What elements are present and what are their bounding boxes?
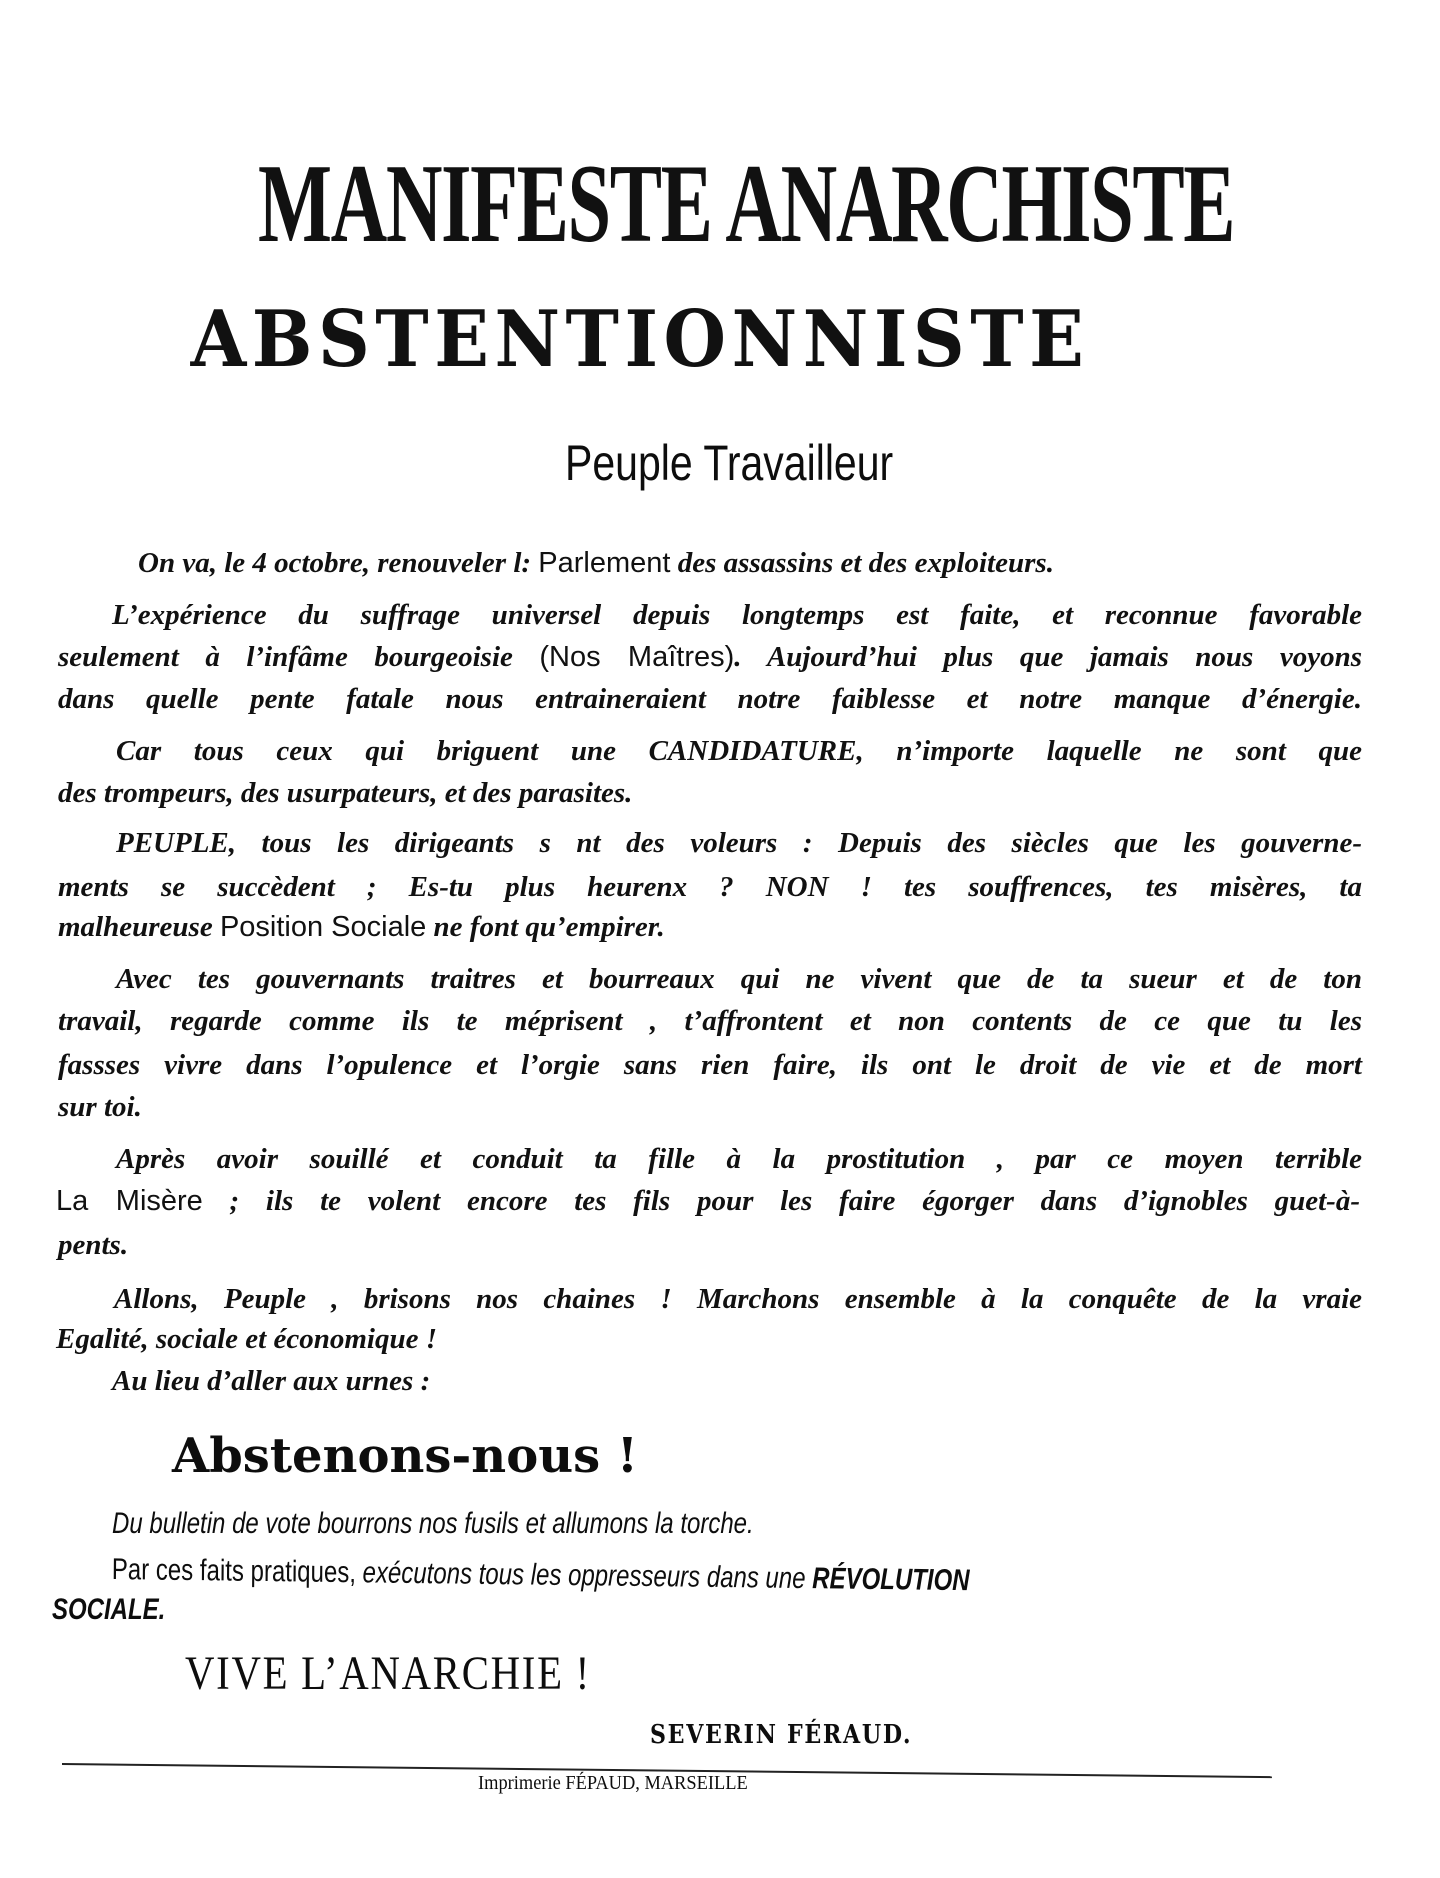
text-run: Par ces faits pratiques, [111,1553,363,1590]
paragraph-6-line-1: Après avoir souillé et conduit ta fille à la prostitution , par ce moyen terrible [116,1143,1362,1175]
poster-subtitle: ABSTENTIONNISTE [190,294,1090,385]
signature: SEVERIN FÉRAUD. [650,1720,913,1750]
text-run: La Misère [56,1185,203,1217]
text-run: SOCIALE. [52,1593,166,1626]
text-run: seulement à l’infâme bourgeoisie [58,641,540,673]
text-run: des assassins et des exploiteurs. [670,547,1054,579]
paragraph-5-line-1: Avec tes gouvernants traitres et bourreaux qui ne vivent que de ta sueur et de ton [116,963,1362,995]
paragraph-2-line-3: dans quelle pente fatale nous entraineraient notre faiblesse et notre manque d’énergie. [58,683,1362,715]
paragraph-8-line-1: Au lieu d’aller aux urnes : [112,1365,431,1397]
closing-line-1: Du bulletin de vote bourrons nos fusils et allumons la torche. [112,1507,754,1540]
call-to-abstain: Abstenons-nous ! [172,1428,638,1484]
text-run: On va, le 4 octobre, renouveler l: [138,547,539,579]
text-run: Position Sociale [219,911,427,943]
paragraph-6-line-3: pents. [58,1229,129,1261]
paragraph-2-line-2 [58,640,1362,674]
text-run: (Nos Maîtres) [539,641,735,673]
text-run: Parlement [538,547,671,579]
paragraph-6-line-2 [56,1184,1360,1218]
paragraph-7-line-2: Egalité, sociale et économique ! [56,1323,437,1355]
text-run: exécutons tous les oppresseurs dans une [362,1556,813,1596]
paragraph-2-line-1: L’expérience du suffrage universel depuis longtemps est faite, et reconnue favorable [112,599,1362,631]
paragraph-4-line-1: PEUPLE, tous les dirigeants s nt des voleurs : Depuis des siècles que les gouverne- [116,827,1362,859]
paragraph-7-line-1: Allons, Peuple , brisons nos chaines ! Marchons ensemble à la conquête de la vraie [114,1283,1362,1315]
paragraph-5-line-2: travail, regarde comme ils te méprisent , t’affrontent et non contents de ce que tu les [58,1005,1362,1037]
paragraph-5-line-3: fassses vivre dans l’opulence et l’orgie sans rien faire, ils ont le droit de vie et de mort [58,1049,1362,1081]
paragraph-3-line-2: des trompeurs, des usurpateurs, et des parasites. [58,777,633,809]
paragraph-5-line-4: sur toi. [58,1091,142,1123]
closing-line-3 [52,1592,165,1628]
paragraph-3-line-1: Car tous ceux qui briguent une CANDIDATURE, n’importe laquelle ne sont que [116,735,1362,767]
paragraph-4-line-2: ments se succèdent ; Es-tu plus heurenx ? NON ! tes souffrences, tes misères, ta [58,871,1362,903]
text-run: ne font qu’empirer. [426,911,665,943]
closing-line-2 [112,1552,970,1599]
text-run: RÉVOLUTION [812,1562,970,1598]
text-run: malheureuse [58,911,220,943]
poster-title: MANIFESTE ANARCHISTE [258,142,1235,266]
poster-address: Peuple Travailleur [565,435,894,491]
printer-credit: Imprimerie FÉPAUD, MARSEILLE [478,1772,748,1794]
paragraph-4-line-3 [58,910,665,944]
text-run: ; ils te volent encore tes fils pour les faire égorger dans d’ignobles guet-à- [202,1185,1360,1217]
text-run: . Aujourd’hui plus que jamais nous voyons [734,641,1363,673]
slogan: VIVE L’ANARCHIE ! [185,1647,591,1700]
paragraph-1-line-1 [138,546,1054,580]
